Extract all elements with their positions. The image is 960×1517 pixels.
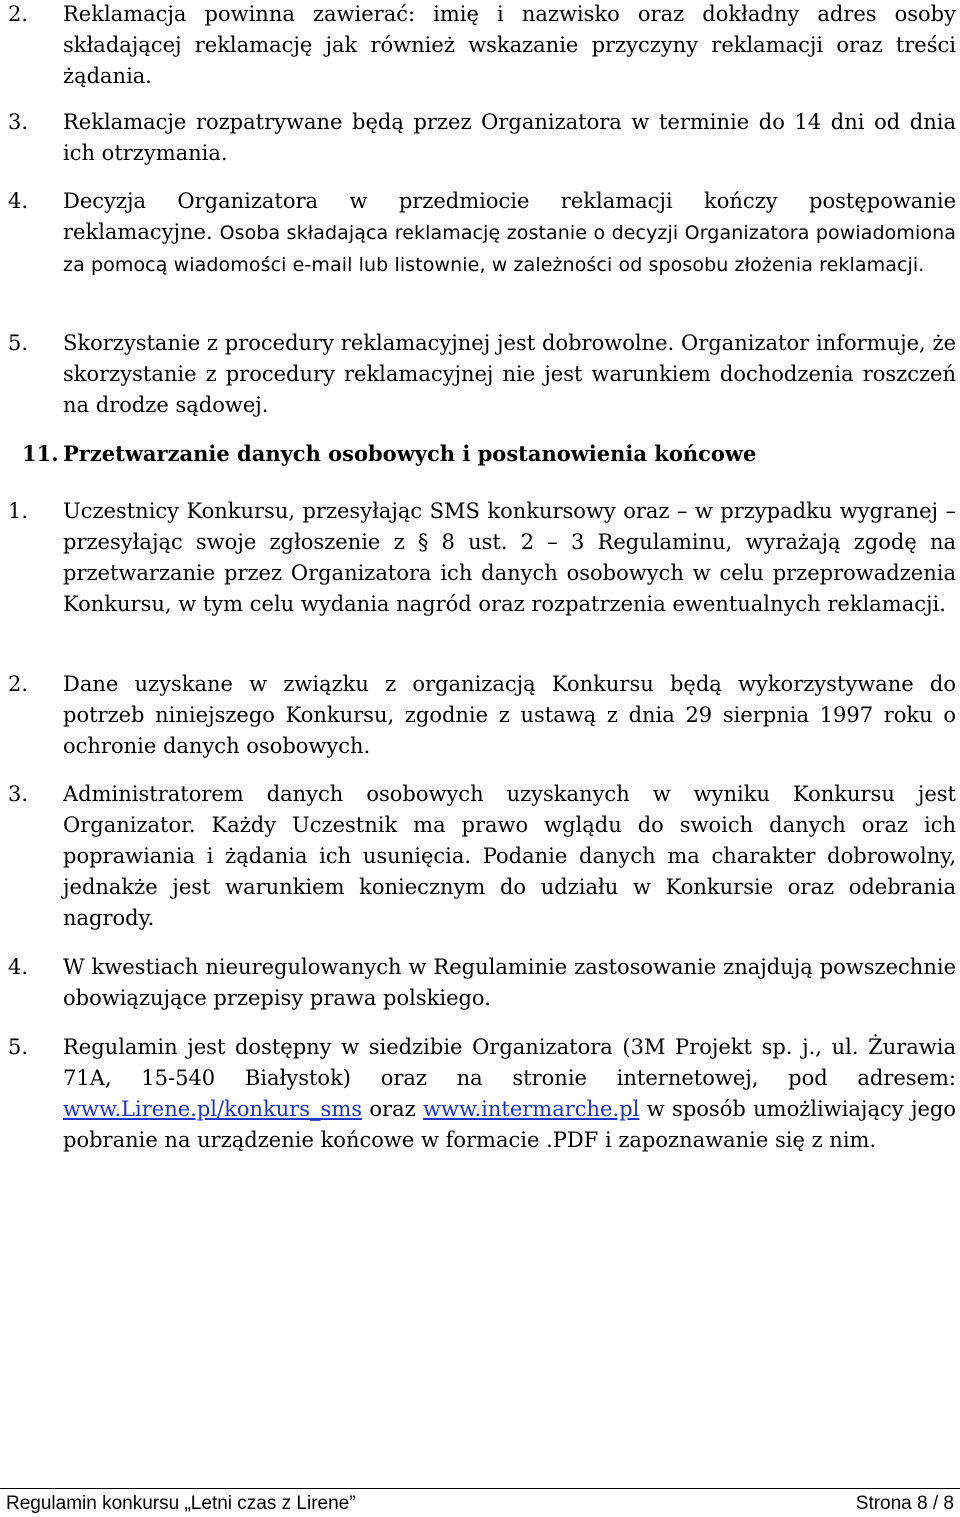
item-text: Reklamacja powinna zawierać: imię i nazwisko oraz dokładny adres osoby składającej reklamację jak również wskazanie przyczyny reklamacji oraz treści żądania.: [63, 2, 956, 88]
section-title: Przetwarzanie danych osobowych i postanowienia końcowe: [63, 441, 757, 466]
item-number: 4.: [8, 955, 29, 979]
item-number: 3.: [8, 782, 29, 806]
item-text: Dane uzyskane w związku z organizacją Konkursu będą wykorzystywane do potrzeb niniejszego Konkursu, zgodnie z ustawą z dnia 29 sierpnia 1997 roku o ochronie danych osobowych.: [63, 672, 956, 758]
item-text: Administratorem danych osobowych uzyskanych w wyniku Konkursu jest Organizator. Każdy Uczestnik ma prawo wglądu do swoich danych oraz ich poprawiania i żądania ich usunięcia. Podanie danych ma charakter dobrowolny, jednakże jest warunkiem koniecznym do udziału w Konkursie oraz odebrania nagrody.: [63, 782, 956, 930]
item-text: Reklamacje rozpatrywane będą przez Organizatora w terminie do 14 dni od dnia ich otrzymania.: [63, 110, 956, 165]
footer-document-title: Regulamin konkursu „Letni czas z Lirene”: [6, 1493, 356, 1514]
intermarche-link[interactable]: www.intermarche.pl: [423, 1097, 640, 1121]
lirene-link[interactable]: www.Lirene.pl/konkurs_sms: [63, 1097, 363, 1121]
item-number: 3.: [8, 110, 29, 134]
footer-divider: [0, 1488, 960, 1489]
item-text: [63, 1032, 956, 1156]
item-text: [63, 186, 956, 281]
item-number: 4.: [8, 189, 29, 213]
item-text-after: w sposób umożliwiający jego pobranie na urządzenie końcowe w formacie .PDF i zapoznawanie się z nim.: [63, 1097, 956, 1152]
item-number: 5.: [8, 1035, 29, 1059]
footer-page-number: Strona 8 / 8: [855, 1493, 954, 1514]
item-text-sans: Osoba składająca reklamację zostanie o decyzji Organizatora powiadomiona za pomocą wiadomości e-mail lub listownie, w zależności od sposobu złożenia reklamacji.: [63, 222, 956, 276]
item-number: 1.: [8, 499, 29, 523]
item-text: W kwestiach nieuregulowanych w Regulaminie zastosowanie znajdują powszechnie obowiązujące przepisy prawa polskiego.: [63, 955, 956, 1010]
item-number: 2.: [8, 2, 29, 26]
item-text: Skorzystanie z procedury reklamacyjnej jest dobrowolne. Organizator informuje, że skorzystanie z procedury reklamacyjnej nie jest warunkiem dochodzenia roszczeń na drodze sądowej.: [63, 331, 956, 417]
item-text-serif: Decyzja Organizatora w przedmiocie reklamacji kończy postępowanie reklamacyjne.: [63, 189, 956, 244]
item-number: 2.: [8, 672, 29, 696]
section-number: 11.: [22, 441, 59, 466]
item-text-before: Regulamin jest dostępny w siedzibie Organizatora (3M Projekt sp. j., ul. Żurawia 71A, 15-540 Białystok) oraz na stronie internetowej, pod adresem:: [63, 1035, 956, 1090]
item-number: 5.: [8, 331, 29, 355]
item-text: Uczestnicy Konkursu, przesyłając SMS konkursowy oraz – w przypadku wygranej – przesyłając swoje zgłoszenie z § 8 ust. 2 – 3 Regulaminu, wyrażają zgodę na przetwarzanie przez Organizatora ich danych osobowych w celu przeprowadzenia Konkursu, w tym celu wydania nagród oraz rozpatrzenia ewentualnych reklamacji.: [63, 499, 956, 616]
item-text-mid: oraz: [362, 1097, 424, 1121]
